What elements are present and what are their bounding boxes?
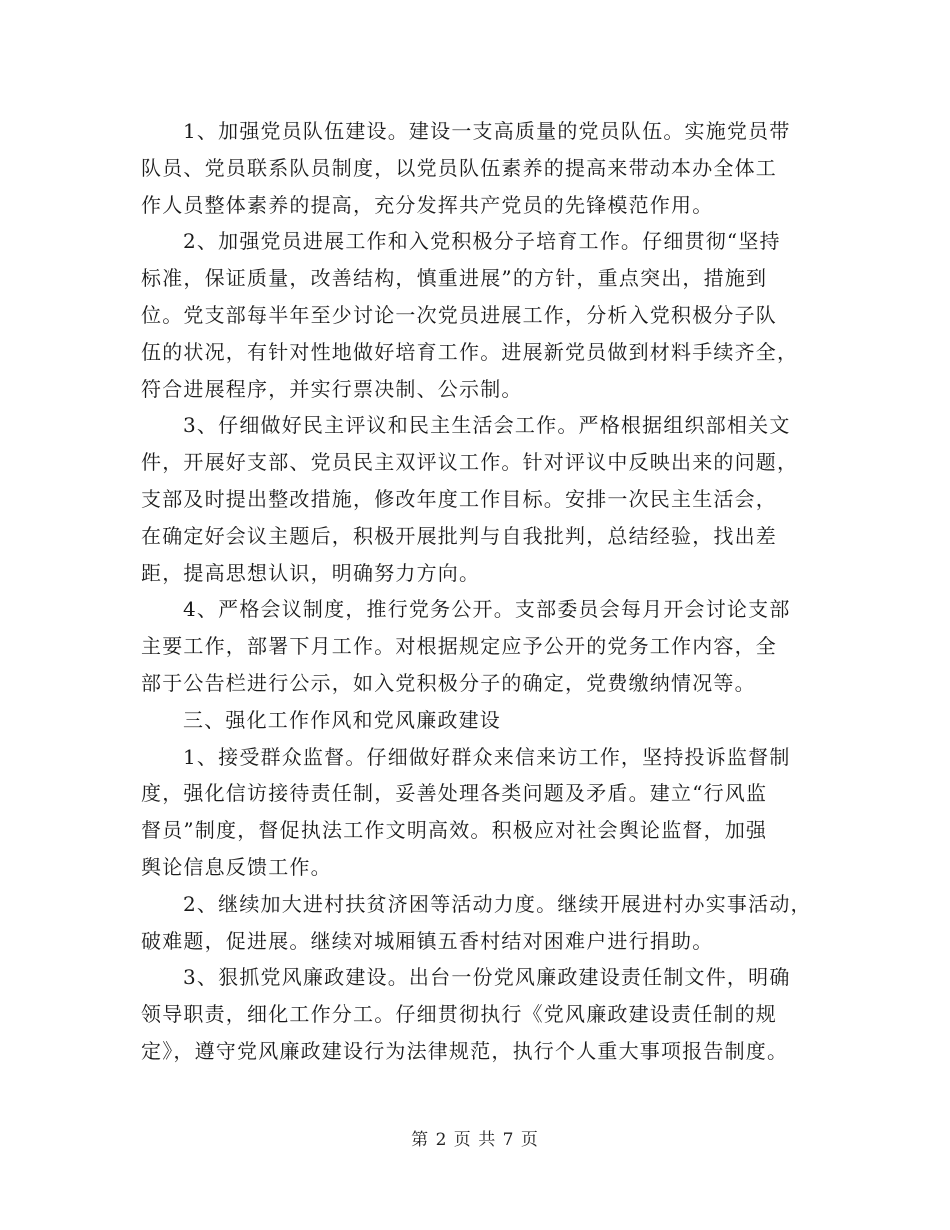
text-line: 领导职责，细化工作分工。仔细贯彻执行《党风廉政建设责任制的规 (141, 1002, 777, 1027)
text-line: 2、继续加大进村扶贫济困等活动力度。继续开展进村办实事活动， (183, 891, 812, 916)
page-number-footer: 第 2 页 共 7 页 (411, 1130, 539, 1150)
text-line: 队员、党员联系队员制度，以党员队伍素养的提高来带动本办全体工 (141, 155, 777, 180)
text-line: 1、加强党员队伍建设。建设一支高质量的党员队伍。实施党员带 (183, 119, 791, 143)
text-line: 在确定好会议主题后，积极开展批判与自我批判，总结经验，找出差 (141, 523, 777, 548)
document-body (141, 113, 811, 1070)
text-line: 4、严格会议制度，推行党务公开。支部委员会每月开会讨论支部 (183, 597, 791, 622)
text-line: 3、仔细做好民主评议和民主生活会工作。严格根据组织部相关文 (183, 413, 791, 438)
text-line: 作人员整体素养的提高，充分发挥共产党员的先锋模范作用。 (141, 192, 714, 217)
text-line: 2、加强党员进展工作和入党积极分子培育工作。仔细贯彻“坚持 (183, 229, 781, 254)
text-line: 支部及时提出整改措施，修改年度工作目标。安排一次民主生活会， (141, 486, 777, 511)
text-line: 度，强化信访接待责任制，妥善处理各类问题及矛盾。建立“行风监 (141, 781, 768, 806)
text-line: 3、狠抓党风廉政建设。出台一份党风廉政建设责任制文件，明确 (183, 965, 791, 990)
text-line: 部于公告栏进行公示，如入党积极分子的确定，党费缴纳情况等。 (141, 670, 756, 695)
text-line: 1、接受群众监督。仔细做好群众来信来访工作，坚持投诉监督制 (183, 744, 791, 769)
text-line: 主要工作，部署下月工作。对根据规定应予公开的党务工作内容，全 (141, 634, 777, 659)
text-line: 破难题，促进展。继续对城厢镇五香村结对困难户进行捐助。 (141, 928, 714, 953)
text-line: 距，提高思想认识，明确努力方向。 (141, 560, 481, 585)
text-line: 舆论信息反馈工作。 (141, 854, 332, 879)
text-line: 伍的状况，有针对性地做好培育工作。进展新党员做到材料手续齐全， (141, 339, 799, 364)
text-line: 件，开展好支部、党员民主双评议工作。针对评议中反映出来的问题， (141, 450, 799, 475)
text-line: 符合进展程序，并实行票决制、公示制。 (141, 376, 523, 401)
text-line: 标准，保证质量，改善结构，慎重进展”的方针，重点突出，措施到 (141, 266, 768, 291)
text-line: 位。党支部每半年至少讨论一次党员进展工作，分析入党积极分子队 (141, 302, 777, 327)
text-line: 三、强化工作作风和党风廉政建设 (183, 707, 501, 732)
text-line: 定》，遵守党风廉政建设行为法律规范，执行个人重大事项报告制度。 (141, 1038, 789, 1063)
text-line: 督员”制度，督促执法工作文明高效。积极应对社会舆论监督，加强 (141, 818, 768, 843)
